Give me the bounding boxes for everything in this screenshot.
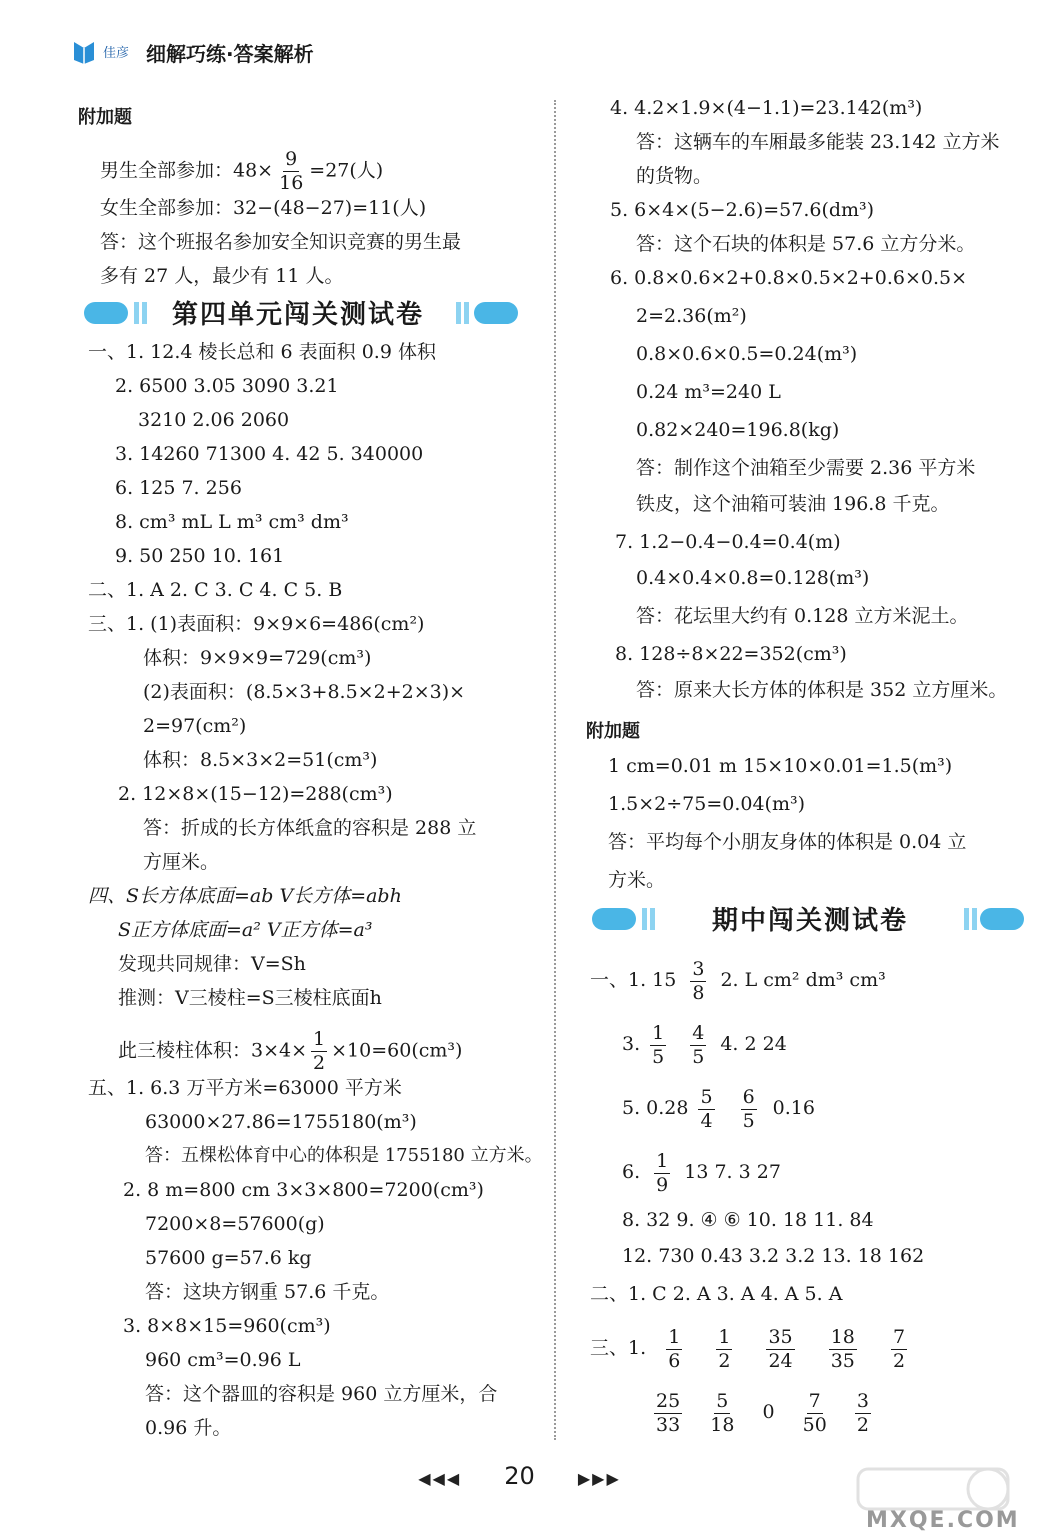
r-q6-line6: 答：制作这个油箱至少需要 2.36 平方米 bbox=[636, 457, 976, 479]
prev-page-arrows[interactable]: ◀◀◀ bbox=[418, 1469, 462, 1488]
mid-q2: 二、1. C 2. A 3. A 4. A 5. A bbox=[590, 1283, 843, 1305]
mid-q3-row2: $\frac{25}{33}$ $\frac{5}{18}$ 0 $\frac{7}{50}$ $\frac{3}{2}$ bbox=[656, 1389, 869, 1436]
section-banner-unit4 bbox=[84, 294, 524, 334]
bonus-title: 附加题 bbox=[78, 107, 132, 128]
unit4-q5-line6: 57600 g=57.6 kg bbox=[145, 1247, 312, 1269]
section-title-unit4: 第四单元闯关测试卷 bbox=[172, 300, 425, 330]
column-divider bbox=[554, 100, 556, 1440]
unit4-q5-line10: 答：这个器皿的容积是 960 立方厘米，合 bbox=[145, 1383, 498, 1405]
unit4-q3-line8: 方厘米。 bbox=[143, 851, 220, 873]
unit4-q5-line3: 答：五棵松体育中心的体积是 1755180 立方米。 bbox=[145, 1145, 543, 1166]
r-bonus-line1: 1 cm=0.01 m 15×10×0.01=1.5(m³) bbox=[608, 755, 953, 777]
unit4-q3-line2: 体积：9×9×9=729(cm³) bbox=[143, 647, 372, 669]
unit4-q5-line11: 0.96 升。 bbox=[145, 1417, 232, 1439]
r-q4-line2: 答：这辆车的车厢最多能装 23.142 立方米 bbox=[636, 131, 1000, 153]
next-page-arrows[interactable]: ▶▶▶ bbox=[577, 1469, 621, 1488]
r-bonus-title: 附加题 bbox=[586, 721, 640, 742]
mid-q1-row6: 12. 730 0.43 3.2 3.2 13. 18 162 bbox=[622, 1245, 925, 1267]
mid-q1-row4: 6. $\frac{1}{9}$ 13 7. 3 27 bbox=[622, 1149, 781, 1196]
unit4-q1-line4: 3. 14260 71300 4. 42 5. 340000 bbox=[115, 443, 424, 465]
r-q6-line4: 0.24 m³=240 L bbox=[636, 381, 781, 403]
mid-q1-row5: 8. 32 9. ④ ⑥ 10. 18 11. 84 bbox=[622, 1209, 874, 1231]
unit4-q1-line1: 一、1. 12.4 棱长总和 6 表面积 0.9 体积 bbox=[88, 341, 436, 363]
page-number: 20 bbox=[504, 1462, 535, 1490]
r-q6-line7: 铁皮，这个油箱可装油 196.8 千克。 bbox=[636, 493, 950, 515]
r-q6-line3: 0.8×0.6×0.5=0.24(m³) bbox=[636, 343, 858, 365]
r-q5-line1: 5. 6×4×(5−2.6)=57.6(dm³) bbox=[610, 199, 875, 221]
r-q7-line2: 0.4×0.4×0.8=0.128(m³) bbox=[636, 567, 870, 589]
unit4-q3-line7: 答：折成的长方体纸盒的容积是 288 立 bbox=[143, 817, 477, 839]
mid-q3-row1: 三、1. $\frac{1}{6}$ $\frac{1}{2}$ $\frac{35}{24}$ $\frac{18}{35}$ $\frac{7}{2}$ bbox=[590, 1325, 906, 1372]
mid-q1-row2: 3. $\frac{1}{5}$ $\frac{4}{5}$ 4. 2 24 bbox=[622, 1021, 787, 1068]
bonus-girls-line: 女生全部参加：32−(48−27)=11(人) bbox=[100, 197, 427, 219]
unit4-q5-line1: 五、1. 6.3 万平方米=63000 平方米 bbox=[88, 1077, 402, 1099]
brand-name: 佳彦 bbox=[103, 46, 130, 61]
unit4-q1-line7: 9. 50 250 10. 161 bbox=[115, 545, 285, 567]
unit4-q5-line5: 7200×8=57600(g) bbox=[145, 1213, 325, 1235]
bonus-answer-1: 答：这个班报名参加安全知识竞赛的男生最 bbox=[100, 231, 462, 253]
header-title: 细解巧练·答案解析 bbox=[146, 42, 314, 66]
unit4-q5-line4: 2. 8 m=800 cm 3×3×800=7200(cm³) bbox=[123, 1179, 484, 1201]
bonus-answer-2: 多有 27 人，最少有 11 人。 bbox=[100, 265, 344, 287]
r-q4-line3: 的货物。 bbox=[636, 165, 713, 187]
unit4-q4-line1: 四、S长方体底面=ab V长方体=abh bbox=[88, 885, 402, 907]
mid-q1-row1: 一、1. 15 $\frac{3}{8}$ 2. L cm² dm³ cm³ bbox=[590, 957, 886, 1004]
unit4-q5-line8: 3. 8×8×15=960(cm³) bbox=[123, 1315, 331, 1337]
section-title-midterm: 期中闯关测试卷 bbox=[712, 906, 909, 936]
unit4-q5-line2: 63000×27.86=1755180(m³) bbox=[145, 1111, 417, 1133]
r-q6-line5: 0.82×240=196.8(kg) bbox=[636, 419, 840, 441]
r-q7-line3: 答：花坛里大约有 0.128 立方米泥土。 bbox=[636, 605, 969, 627]
unit4-q1-line2: 2. 6500 3.05 3090 3.21 bbox=[115, 375, 339, 397]
unit4-q3-line3: (2)表面积：(8.5×3+8.5×2+2×3)× bbox=[143, 681, 466, 703]
watermark: MXQE.COM bbox=[866, 1508, 1020, 1533]
unit4-q2: 二、1. A 2. C 3. C 4. C 5. B bbox=[88, 579, 343, 601]
unit4-q1-line3: 3210 2.06 2060 bbox=[138, 409, 290, 431]
r-q5-line2: 答：这个石块的体积是 57.6 立方分米。 bbox=[636, 233, 976, 255]
bonus-boys-line: 男生全部参加：48× $\frac{9}{16}$ =27(人) bbox=[100, 148, 384, 194]
unit4-q1-line6: 8. cm³ mL L m³ cm³ dm³ bbox=[115, 511, 349, 533]
unit4-q3-line6: 2. 12×8×(15−12)=288(cm³) bbox=[118, 783, 393, 805]
section-banner-midterm bbox=[592, 900, 1022, 940]
unit4-q5-line7: 答：这块方钢重 57.6 千克。 bbox=[145, 1281, 390, 1303]
unit4-q1-line5: 6. 125 7. 256 bbox=[115, 477, 242, 499]
unit4-q4-line2: S正方体底面=a² V正方体=a³ bbox=[118, 919, 373, 941]
unit4-q3-line4: 2=97(cm²) bbox=[143, 715, 247, 737]
unit4-q4-line5: 此三棱柱体积：3×4× $\frac{1}{2}$ ×10=60(cm³) bbox=[118, 1028, 463, 1074]
r-bonus-line4: 方米。 bbox=[608, 869, 666, 891]
r-bonus-line3: 答：平均每个小朋友身体的体积是 0.04 立 bbox=[608, 831, 967, 853]
r-bonus-line2: 1.5×2÷75=0.04(m³) bbox=[608, 793, 806, 815]
unit4-q4-line3: 发现共同规律：V=Sh bbox=[118, 953, 306, 975]
unit4-q3-line1: 三、1. (1)表面积：9×9×6=486(cm²) bbox=[88, 613, 425, 635]
r-q4-line1: 4. 4.2×1.9×(4−1.1)=23.142(m³) bbox=[610, 97, 923, 119]
r-q8-line1: 8. 128÷8×22=352(cm³) bbox=[615, 643, 847, 665]
r-q7-line1: 7. 1.2−0.4−0.4=0.4(m) bbox=[615, 531, 841, 553]
unit4-q5-line9: 960 cm³=0.96 L bbox=[145, 1349, 301, 1371]
r-q8-line2: 答：原来大长方体的体积是 352 立方厘米。 bbox=[636, 679, 1008, 701]
book-logo-icon bbox=[72, 38, 96, 64]
r-q6-line1: 6. 0.8×0.6×2+0.8×0.5×2+0.6×0.5× bbox=[610, 267, 968, 289]
r-q6-line2: 2=2.36(m²) bbox=[636, 305, 747, 327]
unit4-q3-line5: 体积：8.5×3×2=51(cm³) bbox=[143, 749, 378, 771]
unit4-q4-line4: 推测：V三棱柱=S三棱柱底面h bbox=[118, 987, 382, 1009]
mid-q1-row3: 5. 0.28 $\frac{5}{4}$ $\frac{6}{5}$ 0.16 bbox=[622, 1085, 815, 1132]
